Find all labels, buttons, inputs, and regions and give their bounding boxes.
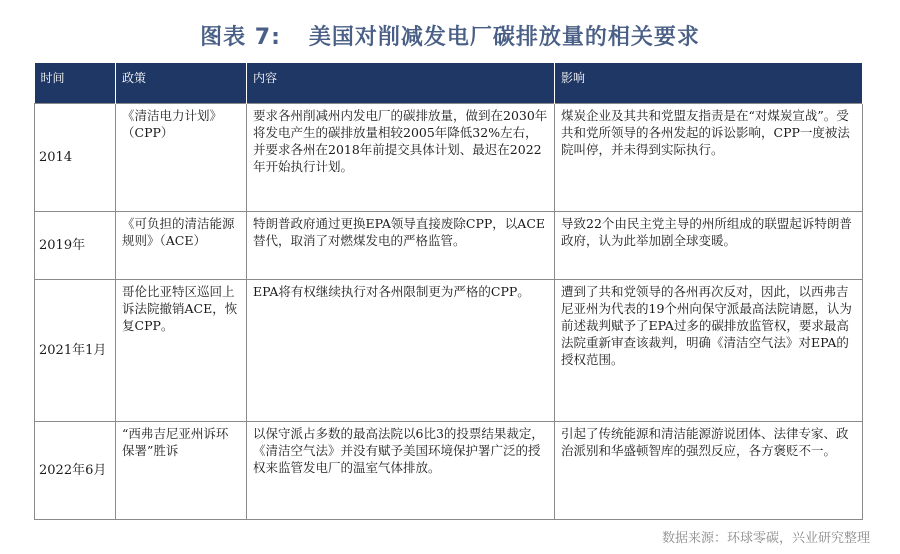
- figure-number: 图表 7:: [200, 25, 281, 50]
- cell-content: EPA将有权继续执行对各州限制更为严格的CPP。: [247, 280, 555, 422]
- figure-title: 美国对削减发电厂碳排放量的相关要求: [308, 25, 700, 50]
- cell-time: 2014: [35, 104, 116, 212]
- table-row: [35, 280, 863, 422]
- cell-policy: 《可负担的清洁能源规则》（ACE）: [116, 212, 247, 280]
- cell-policy: “西弗吉尼亚州诉环保署”胜诉: [116, 422, 247, 520]
- header-impact: 影响: [555, 63, 863, 104]
- cell-content: 特朗普政府通过更换EPA领导直接废除CPP，以ACE替代，取消了对燃煤发电的严格监管。: [247, 212, 555, 280]
- data-source: 数据来源：环球零碳，兴业研究整理: [661, 531, 870, 546]
- cell-impact: 煤炭企业及其共和党盟友指责是在“对煤炭宣战”。受共和党所领导的各州发起的诉讼影响，CPP一度被法院叫停，并未得到实际执行。: [555, 104, 863, 212]
- policy-table: [34, 63, 863, 520]
- cell-time: 2022年6月: [35, 422, 116, 520]
- cell-impact: 遭到了共和党领导的各州再次反对，因此，以西弗吉尼亚州为代表的19个州向保守派最高法院请愿，认为前述裁判赋予了EPA过多的碳排放监管权，要求最高法院重新审查该裁判，明确《清洁空气法》对EPA的授权范围。: [555, 280, 863, 422]
- table-header-row: [35, 63, 863, 104]
- cell-impact: 引起了传统能源和清洁能源游说团体、法律专家、政治派别和华盛顿智库的强烈反应，各方褒贬不一。: [555, 422, 863, 520]
- cell-time: 2021年1月: [35, 280, 116, 422]
- header-policy: 政策: [116, 63, 247, 104]
- cell-time: 2019年: [35, 212, 116, 280]
- cell-content: 要求各州削减州内发电厂的碳排放量，做到在2030年将发电产生的碳排放量相较2005年降低32%左右，并要求各州在2018年前提交具体计划、最迟在2022年开始执行计划。: [247, 104, 555, 212]
- table-row: [35, 422, 863, 520]
- cell-content: 以保守派占多数的最高法院以6比3的投票结果裁定，《清洁空气法》并没有赋予美国环境保护署广泛的授权来监管发电厂的温室气体排放。: [247, 422, 555, 520]
- header-time: 时间: [35, 63, 116, 104]
- header-content: 内容: [247, 63, 555, 104]
- table-row: [35, 104, 863, 212]
- cell-policy: 哥伦比亚特区巡回上诉法院撤销ACE，恢复CPP。: [116, 280, 247, 422]
- cell-policy: 《清洁电力计划》（CPP）: [116, 104, 247, 212]
- page-title: [0, 20, 900, 51]
- cell-impact: 导致22个由民主党主导的州所组成的联盟起诉特朗普政府，认为此举加剧全球变暖。: [555, 212, 863, 280]
- table-row: [35, 212, 863, 280]
